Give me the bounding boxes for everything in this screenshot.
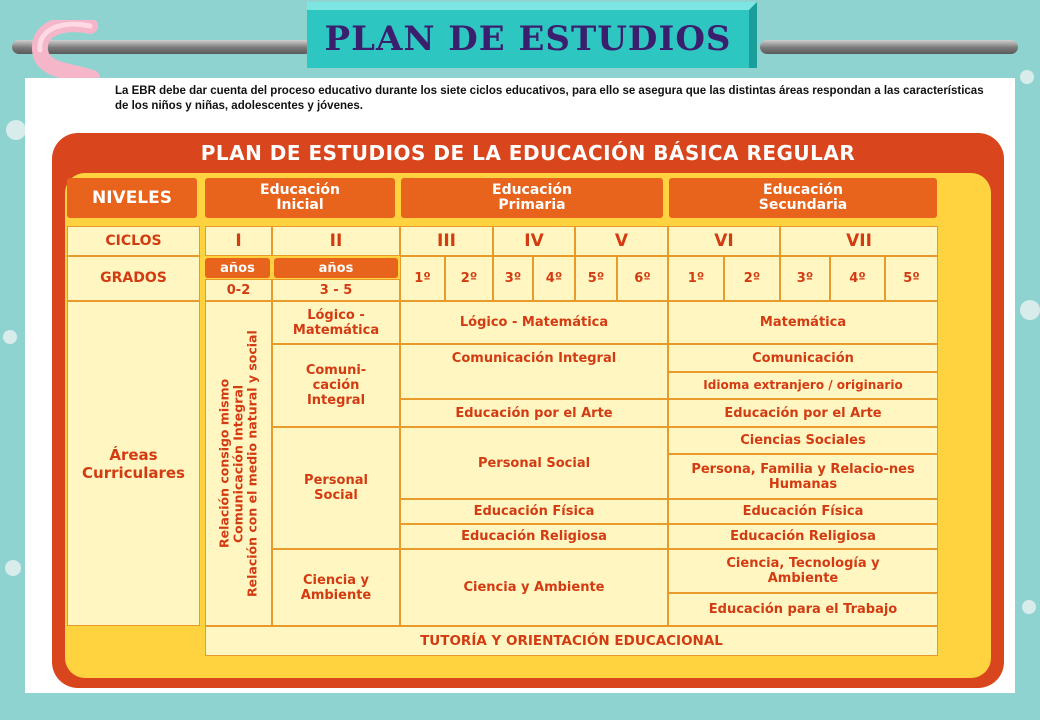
nivel-primaria: Educación Primaria [401,178,663,218]
inicial-group-ciencia: Ciencia y Ambiente [272,549,400,626]
niveles-label: NIVELES [67,178,197,218]
grado-primaria-2: 2º [445,256,493,301]
decorative-dot [3,330,17,344]
ciclo-3: III [400,226,493,256]
secundaria-area-10: Educación para el Trabajo [668,593,938,626]
grado-inicial-range-1: 0-2 [205,279,272,301]
secundaria-area-2: Comunicación [668,344,938,372]
table-title: PLAN DE ESTUDIOS DE LA EDUCACIÓN BÁSICA REGULAR [200,141,856,165]
nivel-secundaria: Educación Secundaria [669,178,937,218]
tutoria-footer: TUTORÍA Y ORIENTACIÓN EDUCACIONAL [205,626,938,656]
grados-label: GRADOS [67,256,200,301]
grado-primaria-4: 4º [533,256,575,301]
primaria-area-7: Ciencia y Ambiente [400,549,668,626]
inicial-group-logico: Lógico - Matemática [272,301,400,344]
secundaria-area-3: Idioma extranjero / originario [668,372,938,399]
content-panel [25,78,1015,693]
ciclo-4: IV [493,226,575,256]
secundaria-area-4: Educación por el Arte [668,399,938,427]
intro-paragraph: La EBR debe dar cuenta del proceso educativo durante los siete ciclos educativos, para ello se asegura que las distintas áreas respondan a las características de los niños y niñas, adolescentes y jóvenes. [115,85,984,112]
decorative-dot [6,120,26,140]
slide-title: PLAN DE ESTUDIOS [324,19,732,59]
ciclo-2: II [272,226,400,256]
slide-title-box [307,2,757,68]
inicial-group-comunicacion: Comuni-cación Integral [272,344,400,427]
primaria-area-5: Educación Física [400,499,668,524]
decorative-dot [1022,600,1036,614]
grado-primaria-3: 3º [493,256,533,301]
nivel-inicial: Educación Inicial [205,178,395,218]
secundaria-area-5: Ciencias Sociales [668,427,938,454]
ciclo-7: VII [780,226,938,256]
ciclo-5: V [575,226,668,256]
secundaria-area-7: Educación Física [668,499,938,524]
secundaria-area-9: Ciencia, Tecnología y Ambiente [668,549,938,593]
primaria-area-4: Personal Social [400,427,668,499]
secundaria-area-8: Educación Religiosa [668,524,938,549]
primaria-area-2: Comunicación Integral [400,344,668,399]
grado-secundaria-5: 5º [885,256,938,301]
grado-secundaria-3: 3º [780,256,830,301]
grado-inicial-anos-1: años [205,258,270,278]
decorative-dot [1020,300,1040,320]
decorative-bar-right [760,40,1018,54]
secundaria-area-6: Persona, Familia y Relacio-nes Humanas [668,454,938,499]
primaria-area-3: Educación por el Arte [400,399,668,427]
grado-inicial-range-2: 3 - 5 [272,279,400,301]
grado-primaria-6: 6º [617,256,668,301]
decorative-dot [1020,70,1034,84]
grado-inicial-anos-2: años [274,258,398,278]
decorative-dot [5,560,21,576]
ciclo-6: VI [668,226,780,256]
secundaria-area-1: Matemática [668,301,938,344]
grado-primaria-1: 1º [400,256,445,301]
ciclo-1: I [205,226,272,256]
inicial-group-personal: Personal Social [272,427,400,549]
grado-secundaria-1: 1º [668,256,724,301]
inicial-areas-vertical: Relación consigo mismo Comunicación Integral Relación con el medio natural y social [205,301,272,626]
grado-primaria-5: 5º [575,256,617,301]
primaria-area-1: Lógico - Matemática [400,301,668,344]
curriculum-table [65,173,991,678]
ciclos-label: CICLOS [67,226,200,256]
primaria-area-6: Educación Religiosa [400,524,668,549]
areas-label: Áreas Curriculares [67,301,200,626]
curriculum-table-frame [52,133,1004,688]
grado-secundaria-2: 2º [724,256,780,301]
grado-secundaria-4: 4º [830,256,885,301]
